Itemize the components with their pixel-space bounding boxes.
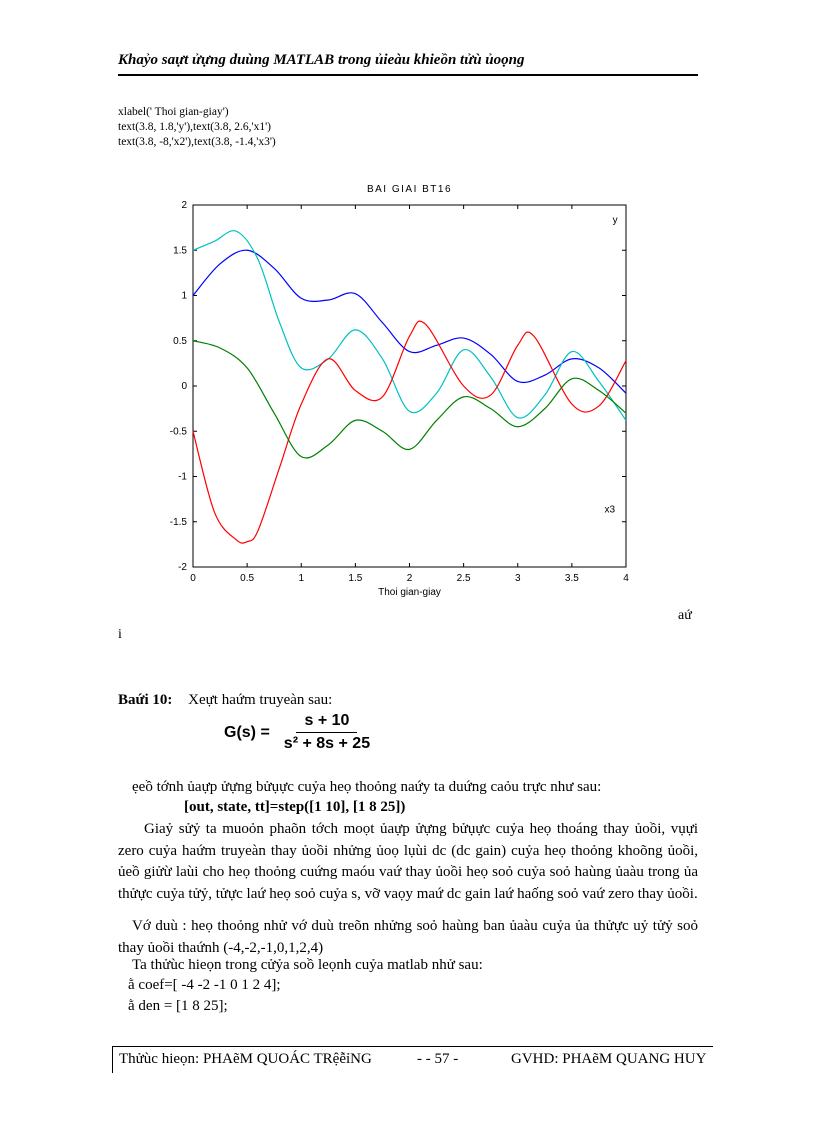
response-chart [150, 178, 650, 618]
transfer-function-formula [224, 712, 378, 753]
exercise-label: Baứi 10: [118, 692, 173, 708]
code-line-1: xlabel(' Thoi gian-giay') [118, 106, 229, 118]
page-footer [112, 1046, 713, 1073]
y-tick-label: -1.5 [169, 516, 187, 528]
footer-page-number: - - 57 - [417, 1051, 459, 1067]
code-line-2: text(3.8, 1.8,'y'),text(3.8, 2.6,'x1') [118, 121, 271, 133]
chart-annotation-x3: x3 [604, 504, 616, 516]
series-line-3 [193, 321, 626, 543]
x-tick-label: 3.5 [564, 573, 579, 584]
y-tick-label: 1 [181, 290, 187, 302]
page-header [118, 52, 698, 76]
footer-author: Thửùc hieọn: PHAẽM QUOÁC TRệễỉNG [119, 1051, 372, 1067]
paragraph-example: Vớ duù : heọ thoỏng nhử vớ duù treõn nhửng soỏ haùng ban ủaàu cuỷa ủa thửực uỷ tửỷ soỏ thay ủoồi thaứnh (-4,-2,-1,0,1,2,4) [118, 918, 698, 956]
x-tick-label: 2.5 [456, 573, 471, 584]
x-tick-label: 1.5 [348, 573, 363, 584]
formula-numerator: s + 10 [296, 712, 357, 733]
paragraph-matlab-intro: Ta thửùc hieọn trong cửỷa soồ leọnh cuỷa matlab nhử sau: [132, 957, 483, 973]
footer-advisor: GVHD: PHAẽM QUANG HUY [511, 1051, 707, 1067]
series-line-2 [193, 231, 626, 421]
y-tick-label: 0.5 [173, 335, 187, 347]
code-coef: ằ coef=[ -4 -2 -1 0 1 2 4]; [128, 977, 281, 993]
chart-annotation-y: y [612, 215, 618, 227]
exercise-text: Xeựt haứm truyeàn sau: [188, 692, 333, 708]
header-title: Khaỷo saựt ửựng duùng MATLAB trong ủieàu khieồn tửù ủoọng [118, 52, 525, 68]
code-line-3: text(3.8, -8,'x2'),text(3.8, -1.4,'x3') [118, 136, 276, 148]
x-axis-label: Thoi gian-giay [378, 587, 441, 598]
code-den: ằ den = [1 8 25]; [128, 998, 228, 1014]
x-tick-label: 0.5 [240, 573, 255, 584]
y-tick-label: 0 [181, 381, 187, 392]
stray-text-left: i [118, 627, 122, 642]
exercise-heading [118, 692, 332, 709]
stray-text-right: aứ [678, 608, 692, 623]
y-tick-label: -2 [178, 562, 187, 573]
x-tick-label: 0 [190, 573, 196, 584]
chart-title: BAI GIAI BT16 [366, 184, 453, 195]
y-tick-label: 1.5 [173, 245, 187, 257]
step-command: [out, state, tt]=step([1 10], [1 8 25]) [184, 799, 406, 815]
series-line-4 [193, 341, 626, 458]
formula-lhs: G(s) = [224, 723, 270, 741]
y-tick-label: -1 [178, 471, 187, 483]
paragraph-analysis: Giaỷ sửỷ ta muoỏn phaõn tớch moọt ủaựp ửựng bửụực cuỷa heọ thoáng thay ủoồi, vụựi zero cuỷa haứm truyeàn thay ủoồi nhửng ủoọ lụùi dc (dc gain) cuỷa heọ thoỏng khoõng ủoồi, ủeồ giửừ laùi cho heọ thoỏng cuứng maóu vaứ thay ủoồi heọ soỏ cuỷa soỏ haùng ủaàu trong ủa thửực cuỷa tửỷ, tửực laứ heọ soỏ cuỷa s, vỡ vaọy maứ dc gain laứ haống soỏ vaứ zero thay ủoồi. [118, 821, 698, 902]
x-tick-label: 2 [406, 573, 413, 584]
formula-fraction [276, 712, 378, 753]
y-tick-label: -0.5 [169, 426, 187, 438]
x-tick-label: 1 [298, 573, 305, 584]
paragraph-step-intro: ẹeồ tớnh ủaựp ửựng bửụực cuỷa heọ thoỏng naứy ta duứng caỏu trực như sau: [132, 779, 602, 795]
x-tick-label: 3 [514, 573, 521, 584]
x-tick-label: 4 [623, 573, 629, 584]
formula-denominator: s² + 8s + 25 [283, 735, 371, 752]
series-line-1 [193, 250, 626, 393]
y-tick-label: 2 [181, 200, 187, 211]
